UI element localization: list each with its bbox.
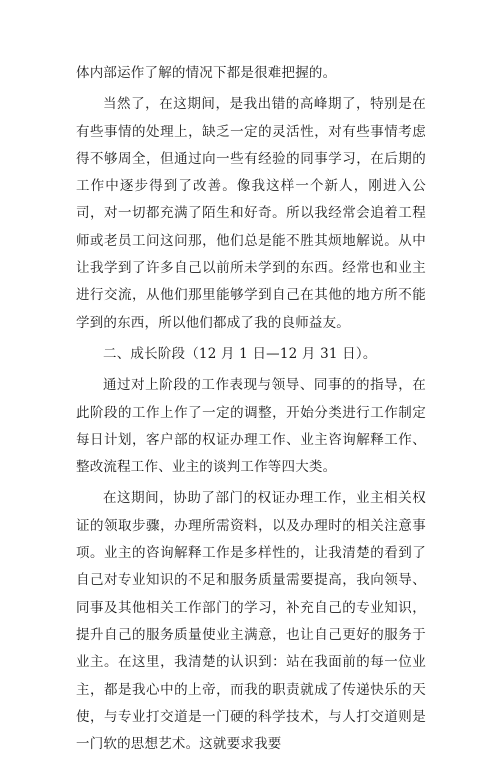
paragraph-certificate-work: 在这期间，协助了部门的权证办理工作，业主相关权证的领取步骤，办理所需资料，以及办理时的相关注意事项。业主的咨询解释工作是多样性的，让我清楚的看到了自己对专业知识的不足和服务质量需要提高，我向领导、同事及其他相关工作部门的学习，补充自己的专业知识，提升自己的服务质量使业主满意，也让自己更好的服务于业主。在这里，我清楚的认识到：站在我面前的每一位业主，都是我心中的上帝，而我的职责就成了传递快乐的天使，与专业打交道是一门硬的科学技术，与人打交道则是一门软的思想艺术。这就要求我要 (76, 490, 426, 753)
paragraph-initial-stage-reflection: 当然了，在这期间，是我出错的高峰期了，特别是在有些事情的处理上，缺乏一定的灵活性，对有些事情考虑得不够周全，但通过向一些有经验的同事学习，在后期的工作中逐步得到了改善。像我这样一个新人，刚进入公司，对一切都充满了陌生和好奇。所以我经常会追着工程师或老员工问这问那，他们总是能不胜其烦地解说。从中让我学到了许多自己以前所未学到的东西。经常也和业主进行交流，从他们那里能够学到自己在其他的地方所不能学到的东西，所以他们都成了我的良师益友。 (76, 96, 426, 331)
section-heading-growth-stage: 二、成长阶段（12 月 1 日—12 月 31 日）。 (103, 345, 377, 362)
document-body (76, 60, 426, 762)
paragraph-work-adjustment: 通过对上阶段的工作表现与领导、同事的的指导，在此阶段的工作上作了一定的调整，开始分类进行工作制定每日计划，客户部的权证办理工作、业主咨询解释工作、整改流程工作、业主的谈判工作等四大类。 (76, 377, 426, 476)
paragraph-continuation: 体内部运作了解的情况下都是很难把握的。 (76, 65, 337, 81)
